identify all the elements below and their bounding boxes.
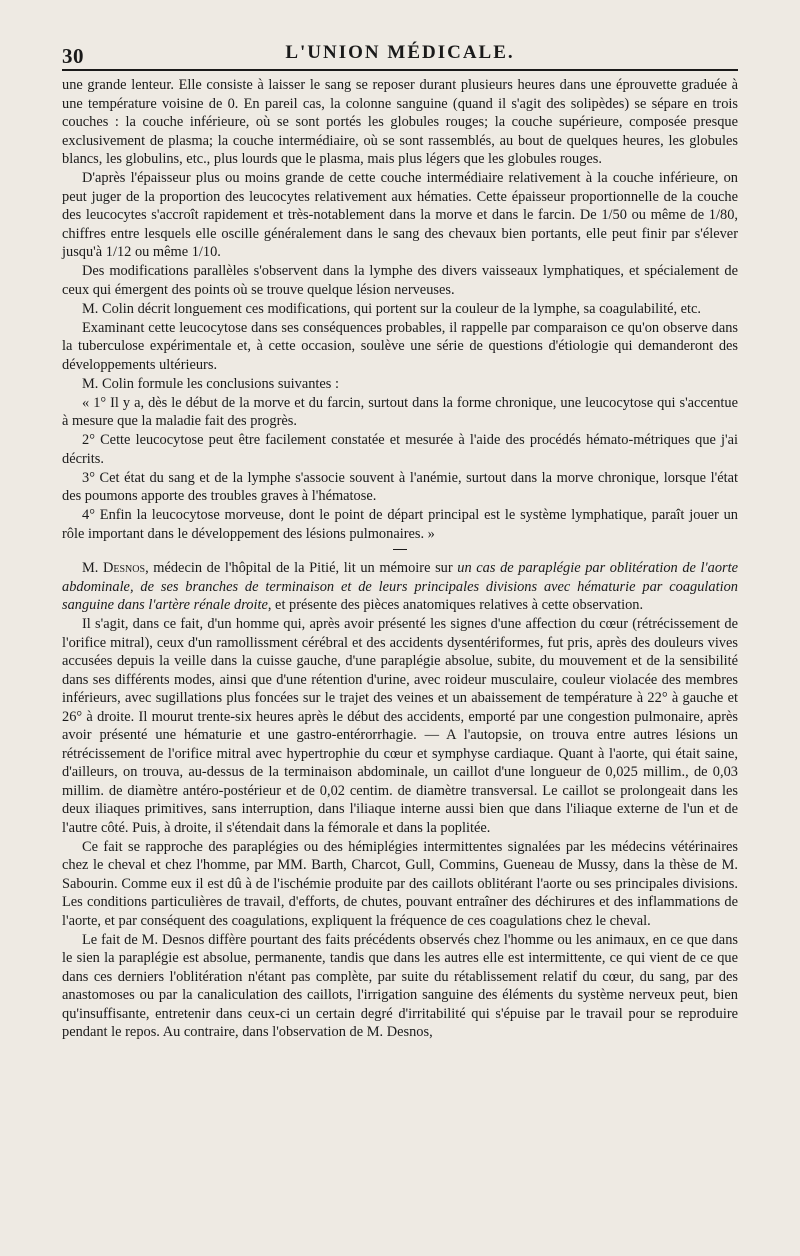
conclusion-item: 4° Enfin la leucocytose morveuse, dont le point de départ principal est le système lymphatique, paraît jouer un rôle important dans le développement des lésions pulmonaires. » — [62, 507, 738, 542]
paragraph: D'après l'épaisseur plus ou moins grande de cette couche intermédiaire relativement à la couche inférieure, on peut juger de la proportion des leucocytes relativement aux hématies. Cette épaisseur proportionnelle de la couche des leucocytes s'accroît rapidement et très-notablement dans la morve et dans le farcin. De 1/50 ou même de 1/80, chiffres entre lesquels elle oscille généralement dans le sang des chevaux bien portants, elle peut finir par s'élever jusqu'à 1/12 ou même 1/10. — [62, 170, 738, 260]
memoir-title: un cas de paraplégie par oblitération de l'aorte abdominale, de ses branches de terminaison et de leurs principales divisions avec hématurie par coagulation sanguine dans l'artère rénale droite — [62, 560, 738, 613]
section-separator — [393, 549, 407, 550]
paragraph: une grande lenteur. Elle consiste à laisser le sang se reposer durant plusieurs heures dans une éprouvette graduée à une température voisine de 0. En pareil cas, la colonne sanguine (quand il s'agit des solipèdes) se sépare en trois couches : la couche inférieure, où se sont portés les globules rouges; la couche supérieure, composée presque exclusivement de plasma; la couche intermédiaire, où se sont rassemblés, au bout de quelques heures, les globules blancs, les globulins, etc., plus lourds que le plasma, mais plus légers que les globules rouges. — [62, 77, 738, 167]
paragraph: Il s'agit, dans ce fait, d'un homme qui, après avoir présenté les signes d'une affection du cœur (rétrécissement de l'orifice mitral), ceux d'un ramollissment cérébral et des accidents dysentériformes, fut pris, après des douleurs vives accusées depuis la veille dans la cuisse gauche, d'une paraplégie absolue, subite, du mouvement et de la sensibilité dans ses différents modes, ainsi que d'une rétention d'urine, avec roideur musculaire, couleur violacée des membres inférieurs, avec sugillations plus foncées sur le trajet des veines et un abaissement de température à 22° à gauche et 26° à droite. Il mourut trente-six heures après le début des accidents, emporté par une congestion pulmonaire, après avoir présenté une hématurie et une gastro-entérorrhagie. — A l'autopsie, on trouva entre autres lésions un rétrécissement de l'orifice mitral avec hypertrophie du cœur et symphyse cardiaque. Quant à l'aorte, qui était saine, d'ailleurs, on trouva, au-dessus de la terminaison abdominale, un caillot d'une longueur de 0,025 millim., de 0,03 millim. de diamètre antéro-postérieur et de 0,02 centim. de diamètre transversal. Le caillot se prolongeait dans les deux iliaques primitives, sans interruption, dans l'iliaque interne aussi bien que dans l'iliaque externe de l'un et de l'autre côté. Puis, à droite, il s'étendait dans la fémorale et dans la poplitée. — [62, 616, 738, 836]
conclusion-item: « 1° Il y a, dès le début de la morve et du farcin, surtout dans la forme chronique, une leucocytose qui s'accentue à mesure que la maladie fait des progrès. — [62, 394, 738, 429]
desnos-paragraph — [62, 559, 738, 615]
author-name: M. Desnos — [82, 560, 146, 576]
paragraph: M. Colin formule les conclusions suivantes : — [82, 375, 340, 392]
paragraph: Ce fait se rapproche des paraplégies ou des hémiplégies intermittentes signalées par les médecins vétérinaires chez le cheval et chez l'homme, par MM. Barth, Charcot, Gull, Commins, Gueneau de Mussy, dans la thèse de M. Sabourin. Comme eux il est dû à de l'ischémie produite par des caillots oblitérant l'aorte ou ses principales divisions. Les conditions particulières de travail, d'efforts, de chutes, pouvant entraîner des déchirures et des inflammations de l'aorte, et par conséquent des coagulations, expliquent la fréquence de ces coagulations chez le cheval. — [62, 838, 738, 929]
paragraph: Le fait de M. Desnos diffère pourtant des faits précédents observés chez l'homme ou les animaux, en ce que dans le sien la paraplégie est absolue, permanente, tandis que dans les autres elle est intermittente, ce qui vient de ce que dans ces derniers l'oblitération n'étant pas complète, par suite du rétablissement relatif du cœur, du sang, par des anastomoses ou par la canaliculation des caillots, l'irrigation sanguine des éléments du système nerveux peut, bien qu'insuffisante, entretenir dans ceux-ci un certain degré d'irritabilité qui s'épuise par le travail pour se reproduire pendant le repos. Au contraire, dans l'observation de M. Desnos, — [62, 931, 738, 1040]
conclusion-item: 3° Cet état du sang et de la lymphe s'associe souvent à l'anémie, surtout dans la morve chronique, lorsque l'état des poumons apporte des troubles graves à l'hématose. — [62, 469, 738, 504]
page-header — [0, 38, 800, 74]
page-number: 30 — [62, 44, 84, 68]
paragraph: M. Colin décrit longuement ces modifications, qui portent sur la couleur de la lymphe, sa coagulabilité, etc. — [82, 300, 702, 317]
journal-title: L'UNION MÉDICALE. — [285, 42, 515, 63]
article-body — [62, 76, 738, 1042]
header-rule — [62, 69, 738, 71]
paragraph: Examinant cette leucocytose dans ses conséquences probables, il rappelle par comparaison ce qu'on observe dans la tuberculose expérimentale et, à cette occasion, soulève une série de questions d'étiologie qui demanderont des développements ultérieurs. — [62, 319, 738, 373]
paragraph: Des modifications parallèles s'observent dans la lymphe des divers vaisseaux lymphatiques, et spécialement de ceux qui émergent des points où se trouve quelque lésion nerveuses. — [62, 263, 738, 298]
desnos-intro: , médecin de l'hôpital de la Pitié, lit un mémoire sur — [145, 560, 458, 576]
conclusion-item: 2° Cette leucocytose peut être facilement constatée et mesurée à l'aide des procédés hémato-métriques que j'ai décrits. — [62, 432, 738, 467]
desnos-outro: , et présente des pièces anatomiques relatives à cette observation. — [267, 597, 644, 613]
